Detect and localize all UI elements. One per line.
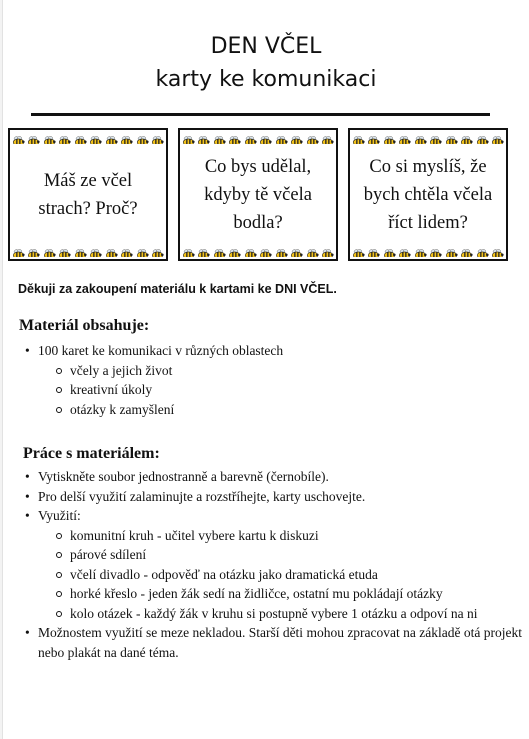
material-heading: Materiál obsahuje:: [19, 317, 150, 334]
bee-icon: [213, 133, 226, 143]
bee-icon: [89, 246, 102, 256]
question-card-2: [178, 128, 338, 261]
bee-icon: [476, 246, 489, 256]
bee-icon: [12, 246, 25, 256]
bee-icon: [244, 133, 257, 143]
bee-icon: [213, 246, 226, 256]
bee-icon: [398, 133, 411, 143]
bee-border-bottom: [182, 245, 334, 257]
thank-you-note: Děkuji za zakoupení materiálu k kartami ke DNI VČEL.: [18, 282, 337, 296]
card-question: Co bys udělal, kdyby tě včela bodla?: [204, 156, 312, 233]
list-item: horké křeslo - jeden žák sedí na židličce, ostatní mu pokládají otázky: [48, 584, 529, 604]
list-item-text: Využití:: [38, 508, 81, 523]
list-item: • Pro delší využití zalaminujte a rozstříhejte, karty uschovejte.: [19, 487, 529, 507]
bee-icon: [445, 246, 458, 256]
list-item-text: 100 karet ke komunikaci v různých oblastech: [38, 343, 284, 358]
bee-icon: [476, 133, 489, 143]
bee-icon: [429, 246, 442, 256]
work-list: [19, 467, 529, 662]
bee-icon: [136, 133, 149, 143]
bee-icon: [460, 133, 473, 143]
bee-icon: [197, 133, 210, 143]
document-title: DEN VČEL: [210, 34, 322, 59]
bee-icon: [398, 246, 411, 256]
bee-icon: [151, 133, 164, 143]
bee-icon: [275, 133, 288, 143]
bee-icon: [414, 246, 427, 256]
list-item: kolo otázek - každý žák v kruhu si postupně vybere 1 otázku a odpoví na ni: [48, 604, 529, 624]
bee-icon: [275, 246, 288, 256]
bee-icon: [460, 246, 473, 256]
bee-icon: [197, 246, 210, 256]
bee-icon: [74, 246, 87, 256]
bee-icon: [429, 133, 442, 143]
list-item: včelí divadlo - odpověď na otázku jako dramatická etuda: [48, 565, 529, 585]
bee-icon: [120, 133, 133, 143]
bee-icon: [228, 133, 241, 143]
bee-icon: [43, 133, 56, 143]
bee-border-top: [352, 132, 504, 144]
bee-icon: [105, 133, 118, 143]
bee-icon: [27, 246, 40, 256]
bee-icon: [491, 133, 504, 143]
bee-border-bottom: [12, 245, 164, 257]
list-item: • Vytiskněte soubor jednostranně a barevně (černobíle).: [19, 467, 529, 487]
question-card-3: [348, 128, 508, 261]
work-heading: Práce s materiálem:: [23, 445, 160, 462]
bee-icon: [383, 133, 396, 143]
bee-icon: [352, 133, 365, 143]
title-divider: [31, 113, 490, 116]
bee-icon: [367, 133, 380, 143]
list-item: [19, 341, 283, 419]
bee-icon: [89, 133, 102, 143]
bee-icon: [105, 246, 118, 256]
bee-border-top: [12, 132, 164, 144]
list-item: včely a jejich život: [48, 361, 283, 381]
list-item: [19, 506, 529, 623]
bee-icon: [244, 246, 257, 256]
bee-icon: [445, 133, 458, 143]
bee-icon: [43, 246, 56, 256]
bee-icon: [74, 133, 87, 143]
document-page: [2, 0, 529, 739]
bee-icon: [182, 246, 195, 256]
bee-icon: [259, 133, 272, 143]
bee-icon: [58, 133, 71, 143]
bee-border-bottom: [352, 245, 504, 257]
bee-icon: [27, 133, 40, 143]
card-question: Co si myslíš, že bych chtěla včela říct lidem?: [363, 156, 493, 233]
material-sublist: [38, 361, 283, 420]
bee-icon: [414, 133, 427, 143]
bee-icon: [290, 246, 303, 256]
bee-icon: [367, 246, 380, 256]
bee-icon: [151, 246, 164, 256]
bee-icon: [321, 246, 334, 256]
bee-icon: [12, 133, 25, 143]
list-item: otázky k zamyšlení: [48, 400, 283, 420]
bee-icon: [290, 133, 303, 143]
bee-icon: [352, 246, 365, 256]
bee-icon: [120, 246, 133, 256]
list-item: kreativní úkoly: [48, 380, 283, 400]
bee-icon: [182, 133, 195, 143]
list-item: • Možnostem využití se meze nekladou. Starší děti mohou zpracovat na základě otá projekt nebo plakát na dané téma.: [19, 623, 529, 662]
bee-icon: [306, 246, 319, 256]
list-item: párové sdílení: [48, 545, 529, 565]
bee-icon: [136, 246, 149, 256]
bee-icon: [321, 133, 334, 143]
bee-border-top: [182, 132, 334, 144]
bee-icon: [58, 246, 71, 256]
bee-icon: [228, 246, 241, 256]
list-item: komunitní kruh - učitel vybere kartu k diskuzi: [48, 526, 529, 546]
bee-icon: [306, 133, 319, 143]
document-subtitle: karty ke komunikaci: [155, 67, 377, 92]
material-list: [19, 341, 283, 419]
bee-icon: [383, 246, 396, 256]
bee-icon: [259, 246, 272, 256]
card-question: Máš ze včel strach? Proč?: [38, 170, 138, 219]
uses-sublist: [38, 526, 529, 624]
question-card-1: [8, 128, 168, 261]
bee-icon: [491, 246, 504, 256]
